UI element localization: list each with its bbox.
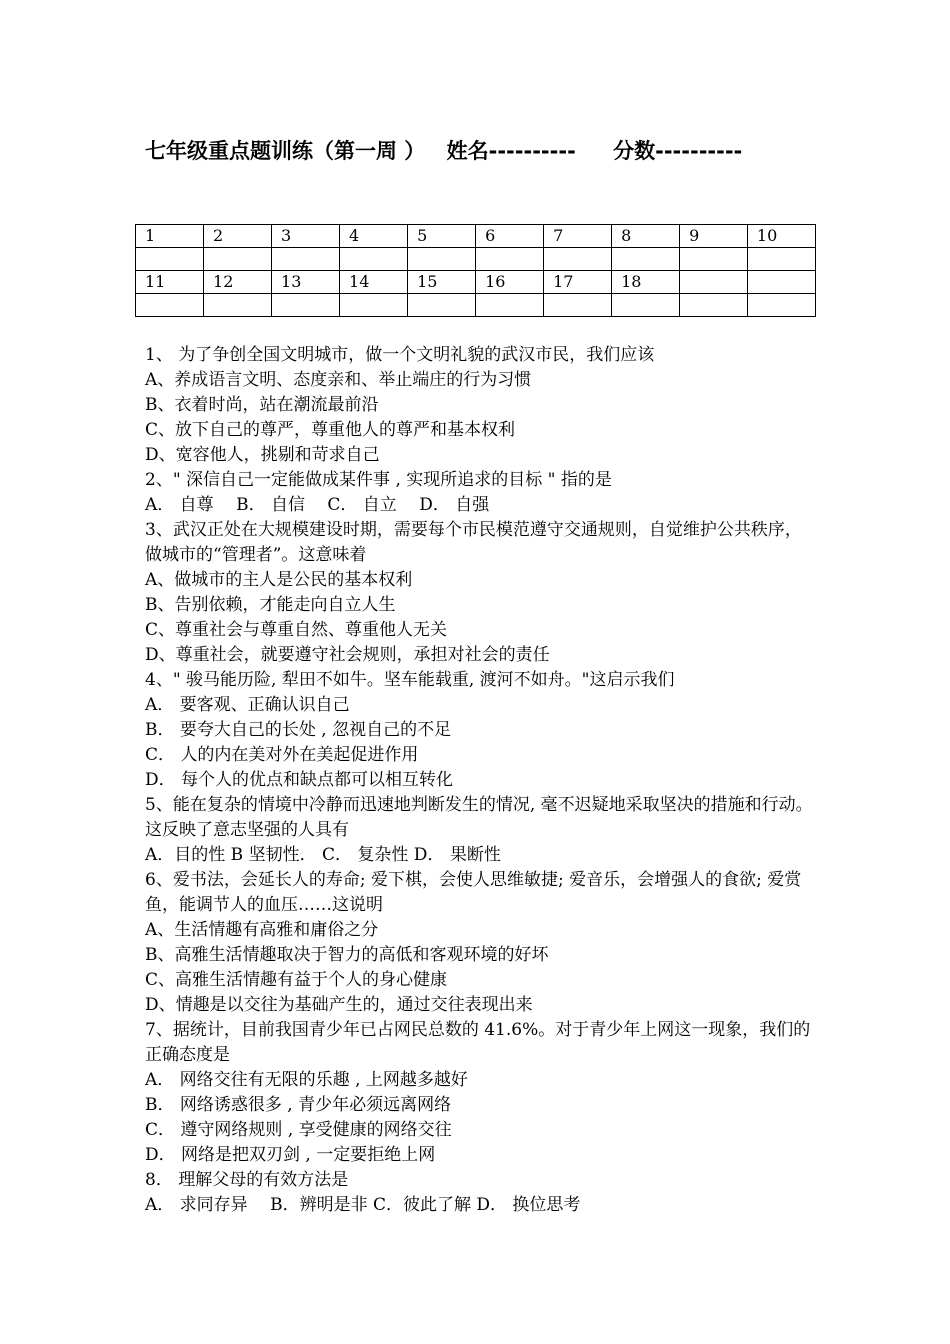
answer-option: B． 要夸大自己的长处 , 忽视自己的不足	[145, 720, 452, 740]
question-stem: 6、爱书法，会延长人的寿命; 爱下棋，会使人思维敏捷; 爱音乐，会增强人的食欲; 爱赏鱼，能调节人的血压……这说明	[145, 870, 802, 915]
answer-option: A． 求同存异 B．辨明是非 C．彼此了解 D． 换位思考	[145, 1195, 581, 1215]
page-title	[145, 135, 742, 165]
answer-option: A． 自尊 B． 自信 C． 自立 D． 自强	[145, 495, 490, 515]
answer-option: D、宽容他人，挑剔和苛求自己	[145, 445, 380, 465]
question-stem: 8． 理解父母的有效方法是	[145, 1170, 349, 1190]
answer-option: B、衣着时尚，站在潮流最前沿	[145, 395, 379, 415]
answer-cell[interactable]	[476, 248, 544, 271]
answer-option: C、放下自己的尊严，尊重他人的尊严和基本权利	[145, 420, 516, 440]
table-cell: 15	[408, 271, 476, 294]
answer-option: A． 网络交往有无限的乐趣 , 上网越多越好	[145, 1070, 468, 1090]
table-cell: 6	[476, 225, 544, 248]
question-list	[145, 343, 815, 1218]
answer-table-row-numbers-1	[136, 225, 816, 248]
answer-option: A．目的性 B 坚韧性． C． 复杂性 D． 果断性	[145, 845, 501, 865]
answer-cell[interactable]	[136, 294, 204, 317]
answer-table	[135, 224, 816, 317]
table-cell: 8	[612, 225, 680, 248]
answer-option: B、告别依赖，才能走向自立人生	[145, 595, 396, 615]
answer-cell[interactable]	[680, 294, 748, 317]
question-stem: 5、能在复杂的情境中冷静而迅速地判断发生的情况, 毫不迟疑地采取坚决的措施和行动。 这反映了意志坚强的人具有	[145, 795, 813, 840]
answer-option: D． 每个人的优点和缺点都可以相互转化	[145, 770, 454, 790]
score-label: 分数----------	[613, 139, 743, 163]
table-cell: 4	[340, 225, 408, 248]
table-cell: 2	[204, 225, 272, 248]
answer-cell[interactable]	[747, 294, 815, 317]
answer-table-row-numbers-2	[136, 271, 816, 294]
table-cell: 18	[612, 271, 680, 294]
answer-cell[interactable]	[408, 248, 476, 271]
answer-cell[interactable]	[612, 294, 680, 317]
answer-cell[interactable]	[680, 248, 748, 271]
table-cell: 3	[272, 225, 340, 248]
answer-option: B． 网络诱惑很多 , 青少年必须远离网络	[145, 1095, 452, 1115]
title-text: 七年级重点题训练（第一周 ）	[145, 139, 426, 163]
answer-option: C． 人的内在美对外在美起促进作用	[145, 745, 419, 765]
answer-option: D． 网络是把双刃剑 , 一定要拒绝上网	[145, 1145, 436, 1165]
answer-cell[interactable]	[272, 248, 340, 271]
table-cell: 9	[680, 225, 748, 248]
answer-cell[interactable]	[747, 248, 815, 271]
answer-option: A． 要客观、正确认识自己	[145, 695, 350, 715]
answer-option: A、养成语言文明、态度亲和、举止端庄的行为习惯	[145, 370, 532, 390]
table-cell: 17	[544, 271, 612, 294]
answer-cell[interactable]	[544, 294, 612, 317]
answer-cell[interactable]	[544, 248, 612, 271]
answer-cell[interactable]	[408, 294, 476, 317]
answer-cell[interactable]	[204, 248, 272, 271]
answer-option: D、尊重社会，就要遵守社会规则，承担对社会的责任	[145, 645, 550, 665]
name-label: 姓名----------	[446, 139, 576, 163]
question-stem: 7、据统计，目前我国青少年已占网民总数的 41.6%。对于青少年上网这一现象，我们的正确态度是	[145, 1020, 811, 1065]
table-cell: 7	[544, 225, 612, 248]
answer-option: D、情趣是以交往为基础产生的，通过交往表现出来	[145, 995, 533, 1015]
answer-option: C、尊重社会与尊重自然、尊重他人无关	[145, 620, 448, 640]
table-cell: 14	[340, 271, 408, 294]
table-cell: 1	[136, 225, 204, 248]
answer-cell[interactable]	[136, 248, 204, 271]
answer-option: C． 遵守网络规则 , 享受健康的网络交往	[145, 1120, 452, 1140]
answer-cell[interactable]	[340, 294, 408, 317]
question-stem: 3、武汉正处在大规模建设时期，需要每个市民模范遵守交通规则，自觉维护公共秩序，做城市的“管理者”。这意味着	[145, 520, 802, 565]
question-stem: 4、" 骏马能历险, 犁田不如牛。坚车能载重, 渡河不如舟。"这启示我们	[145, 670, 675, 690]
answer-option: B、高雅生活情趣取决于智力的高低和客观环境的好坏	[145, 945, 549, 965]
table-cell: 16	[476, 271, 544, 294]
table-cell: 13	[272, 271, 340, 294]
question-stem: 1、 为了争创全国文明城市，做一个文明礼貌的武汉市民，我们应该	[145, 345, 655, 365]
table-cell: 10	[747, 225, 815, 248]
answer-cell[interactable]	[476, 294, 544, 317]
table-cell	[680, 271, 748, 294]
answer-cell[interactable]	[340, 248, 408, 271]
answer-cell[interactable]	[612, 248, 680, 271]
table-cell: 11	[136, 271, 204, 294]
question-stem: 2、" 深信自己一定能做成某件事 , 实现所追求的目标 " 指的是	[145, 470, 612, 490]
answer-option: A、生活情趣有高雅和庸俗之分	[145, 920, 379, 940]
answer-cell[interactable]	[204, 294, 272, 317]
table-cell: 5	[408, 225, 476, 248]
answer-cell[interactable]	[272, 294, 340, 317]
answer-table-row-blank-1	[136, 248, 816, 271]
answer-option: C、高雅生活情趣有益于个人的身心健康	[145, 970, 448, 990]
table-cell	[747, 271, 815, 294]
table-cell: 12	[204, 271, 272, 294]
answer-table-row-blank-2	[136, 294, 816, 317]
answer-option: A、做城市的主人是公民的基本权利	[145, 570, 413, 590]
